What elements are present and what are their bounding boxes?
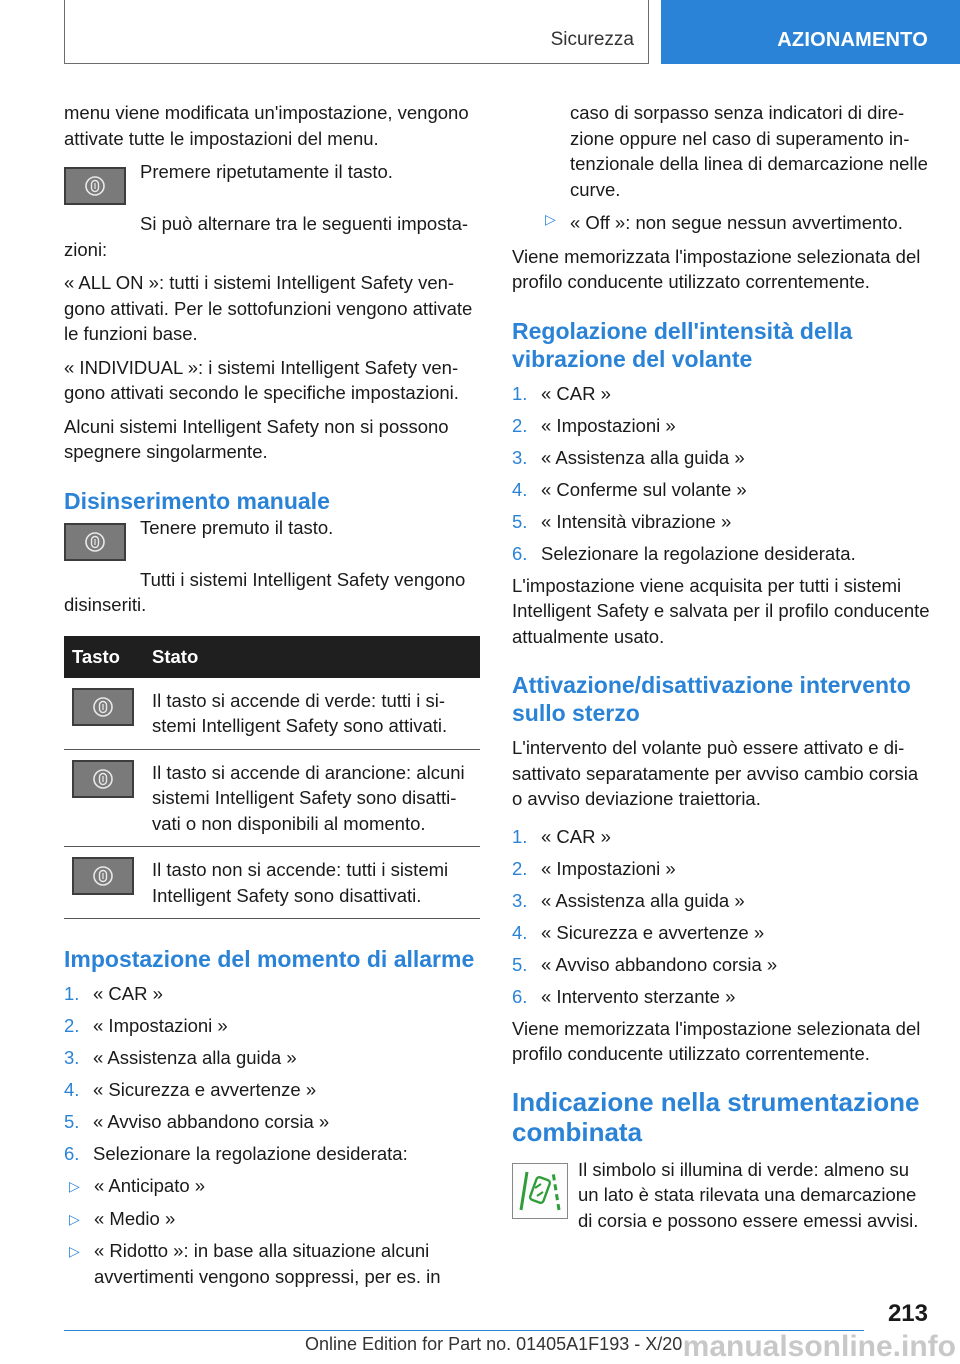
- table-row: [64, 749, 480, 847]
- steering-steps-list: [512, 824, 930, 1010]
- table-header-state: Stato: [144, 636, 480, 678]
- list-item: 6. Selezionare la regolazione desiderata.: [512, 542, 856, 564]
- all-off-text: Tutti i sistemi Intelligent Safety vengono disinseriti.: [64, 568, 466, 615]
- lane-departure-icon: [512, 1163, 568, 1219]
- header-section-box: [64, 0, 649, 64]
- alternate-text: Si può alternare tra le seguenti impostazioni:: [64, 213, 469, 260]
- list-item: 4. « Conferme sul volante »: [512, 478, 747, 500]
- table-row: [64, 678, 480, 750]
- intro-paragraph: menu viene modificata un'impostazione, vengono attivate tutte le impostazioni del menu.: [64, 102, 469, 149]
- chapter-title: AZIONAMENTO: [777, 29, 928, 51]
- list-item: ▷ « Medio »: [64, 1206, 482, 1232]
- button-orange-icon: [72, 760, 134, 798]
- watermark: manualsonline.info: [682, 1330, 956, 1363]
- button-state-table: [64, 636, 480, 920]
- list-item: ▷ « Ridotto »: in base alla situazione alcuni avvertimenti vengono soppressi, per es. in: [69, 1240, 441, 1287]
- section-title: Sicurezza: [550, 29, 634, 50]
- table-cell-state: Il tasto si accende di verde: tutti i sistemi Intelligent Safety sono attivati.: [144, 678, 480, 750]
- right-column: [512, 100, 930, 1241]
- list-item: 5. « Intensità vibrazione »: [512, 510, 732, 532]
- list-item: 6. « Intervento sterzante »: [512, 985, 736, 1007]
- button-green-icon: [72, 688, 134, 726]
- off-option-row: [512, 210, 930, 236]
- list-item: 3. « Assistenza alla guida »: [512, 889, 745, 911]
- intelligent-safety-button-icon: [64, 167, 126, 205]
- list-item: 1. « CAR »: [64, 983, 163, 1004]
- triangle-bullet-icon: ▷: [69, 1243, 80, 1259]
- hold-button-row: [64, 515, 482, 567]
- vibration-heading: Regolazione dell'intensità della vibrazione del volante: [512, 317, 853, 372]
- press-button-row: [64, 159, 482, 211]
- list-item: ▷ « Anticipato »: [64, 1173, 482, 1199]
- some-systems-text: Alcuni sistemi Intelligent Safety non si possono spegnere singolarmente.: [64, 415, 449, 462]
- individual-text: « INDIVIDUAL »: i sistemi Intelligent Safety vengono attivati secondo le specifiche impostazioni.: [64, 356, 459, 403]
- all-on-text: « ALL ON »: tutti i sistemi Intelligent Safety vengono attivati. Per le sottofunzioni vengono attivate le funzioni base.: [64, 272, 473, 344]
- page-number: 213: [887, 1300, 928, 1327]
- list-item: 4. « Sicurezza e avvertenze »: [64, 1079, 317, 1100]
- list-item: 1. « CAR »: [512, 382, 611, 404]
- list-item: 3. « Assistenza alla guida »: [512, 446, 745, 468]
- list-item: 1. « CAR »: [512, 825, 611, 847]
- symbol-description-text: Il simbolo si illumina di verde: almeno su un lato è stata rilevata una demarcazione di corsia e possono essere emessi avvisi.: [578, 1158, 919, 1231]
- list-item: 4. « Sicurezza e avvertenze »: [512, 921, 765, 943]
- list-item: 6. Selezionare la regolazione desiderata:: [64, 1143, 408, 1164]
- continued-option-text: caso di sorpasso senza indicatori di direzione oppure nel caso di superamento intenzionale della linea di demarcazione nelle curve.: [570, 102, 928, 200]
- saved-profile-text: Viene memorizzata l'impostazione selezionata del profilo conducente utilizzato correntemente.: [512, 245, 921, 292]
- off-option-text: « Off »: non segue nessun avvertimento.: [570, 212, 903, 233]
- vibration-steps-list: [512, 381, 930, 567]
- list-item: 2. « Impostazioni »: [512, 857, 676, 879]
- hold-text: Tenere premuto il tasto.: [140, 516, 334, 538]
- table-cell-state: Il tasto si accende di arancione: alcuni sistemi Intelligent Safety sono disattivati o non disponibili al momento.: [144, 749, 480, 847]
- steering-heading: Attivazione/disattivazione intervento sullo sterzo: [512, 672, 911, 726]
- manual-heading: Disinserimento manuale: [64, 487, 330, 514]
- table-cell-state: Il tasto non si accende: tutti i sistemi Intelligent Safety sono disattivati.: [144, 847, 480, 919]
- list-item: 5. « Avviso abbandono corsia »: [512, 953, 778, 975]
- steering-intro-text: L'intervento del volante può essere attivato e disattivato separatamente per avviso cambio corsia o avviso deviazione traiettoria.: [512, 737, 919, 809]
- alarm-options-list: [64, 1173, 482, 1289]
- triangle-bullet-icon: ▷: [69, 1210, 80, 1227]
- saved-profile-text-2: Viene memorizzata l'impostazione selezionata del profilo conducente utilizzato correntemente.: [512, 1017, 921, 1064]
- lane-symbol-row: [512, 1157, 930, 1234]
- vibration-note-text: L'impostazione viene acquisita per tutti i sistemi Intelligent Safety e salvata per il profilo conducente attualmente usato.: [512, 574, 930, 647]
- table-row: [64, 847, 480, 919]
- table-header-key: Tasto: [64, 636, 144, 678]
- button-off-icon: [72, 857, 134, 895]
- alarm-steps-list: [64, 981, 482, 1167]
- press-repeatedly-text: Premere ripetutamente il tasto.: [140, 161, 393, 182]
- display-heading: Indicazione nella strumentazione combinata: [512, 1086, 920, 1147]
- triangle-bullet-icon: ▷: [545, 211, 556, 227]
- footer-edition: Online Edition for Part no. 01405A1F193 - X/20: [305, 1334, 683, 1354]
- intelligent-safety-button-icon: [64, 523, 126, 561]
- triangle-bullet-icon: ▷: [69, 1178, 80, 1194]
- header-chapter-box: [661, 0, 960, 64]
- list-item: 2. « Impostazioni »: [512, 414, 676, 436]
- left-column: [64, 100, 482, 1296]
- list-item: 3. « Assistenza alla guida »: [64, 1047, 297, 1068]
- alarm-heading: Impostazione del momento di allarme: [64, 946, 475, 972]
- list-item: 2. « Impostazioni »: [64, 1015, 228, 1036]
- list-item: 5. « Avviso abbandono corsia »: [64, 1111, 330, 1132]
